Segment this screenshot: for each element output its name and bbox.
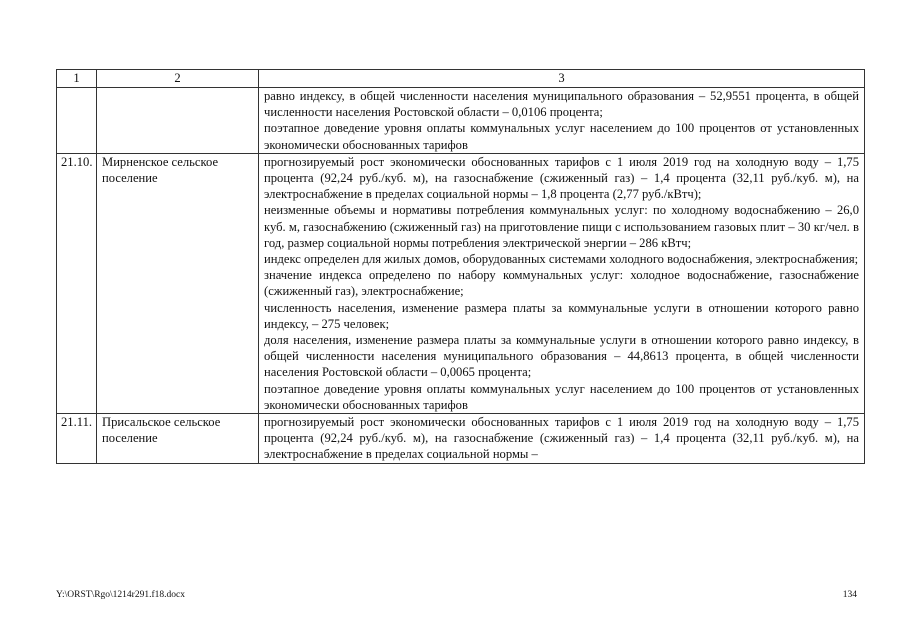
- paragraph: индекс определен для жилых домов, оборудованных системами холодного водоснабжения, электроснабжения;: [264, 252, 859, 267]
- tariff-index-table: [56, 69, 865, 464]
- paragraph: прогнозируемый рост экономически обоснованных тарифов с 1 июля 2019 год на холодную воду – 1,75 процента (92,24 руб./куб. м), на газоснабжение (сжиженный газ) – 1,4 процента (32,11 руб./куб. м), на электроснабжение в пределах социальной нормы –: [264, 415, 859, 462]
- table-row: [57, 153, 865, 413]
- paragraph: значение индекса определено по набору коммунальных услуг: холодное водоснабжение, газоснабжение (сжиженный газ), электроснабжение;: [264, 268, 859, 299]
- table-header-row: [57, 70, 865, 88]
- paragraph: численность населения, изменение размера платы за коммунальные услуги в отношении которого равно индексу, – 275 человек;: [264, 300, 859, 331]
- cell-empty-name: [97, 88, 259, 154]
- paragraph: прогнозируемый рост экономически обоснованных тарифов с 1 июля 2019 год на холодную воду – 1,75 процента (92,24 руб./куб. м), на газоснабжение (сжиженный газ) – 1,4 процента (32,11 руб./куб. м), на электроснабжение в пределах социальной нормы – 1,8 процента (2,77 руб./кВтч);: [264, 154, 859, 202]
- settlement-name: Присальское сельское поселение: [97, 414, 259, 464]
- cell-description: [259, 88, 865, 154]
- row-number: 21.11.: [57, 414, 97, 464]
- paragraph: поэтапное доведение уровня оплаты коммунальных услуг населением до 100 процентов от установленных экономически обоснованных тарифов: [264, 121, 859, 152]
- table-row-continuation: [57, 88, 865, 154]
- cell-description: [259, 414, 865, 464]
- column-header-1: 1: [57, 70, 97, 88]
- paragraph: равно индексу, в общей численности населения муниципального образования – 52,9551 процента, в общей численности населения Ростовской области – 0,0106 процента;: [264, 89, 859, 120]
- cell-description: [259, 153, 865, 413]
- column-header-3: 3: [259, 70, 865, 88]
- paragraph: доля населения, изменение размера платы за коммунальные услуги в отношении которого равно индексу, в общей численности населения муниципального образования – 44,8613 процента, в общей численности населения Ростовской области – 0,0065 процента;: [264, 333, 859, 380]
- footer-page-number: 134: [842, 590, 857, 600]
- paragraph: неизменные объемы и нормативы потребления коммунальных услуг: по холодному водоснабжению – 26,0 куб. м, газоснабжению (сжиженный газ) на приготовление пищи с использованием газовых плит – 30 кг/чел. в год, размер социальной нормы потребления электрической энергии – 286 кВтч;: [264, 203, 859, 250]
- table-row: [57, 414, 865, 464]
- column-header-2: 2: [97, 70, 259, 88]
- row-number: 21.10.: [57, 153, 97, 413]
- settlement-name: Мирненское сельское поселение: [97, 153, 259, 413]
- paragraph: поэтапное доведение уровня оплаты коммунальных услуг населением до 100 процентов от установленных экономически обоснованных тарифов: [264, 381, 859, 412]
- cell-empty-number: [57, 88, 97, 154]
- footer-file-path: Y:\ORST\Rgo\1214r291.f18.docx: [56, 590, 185, 600]
